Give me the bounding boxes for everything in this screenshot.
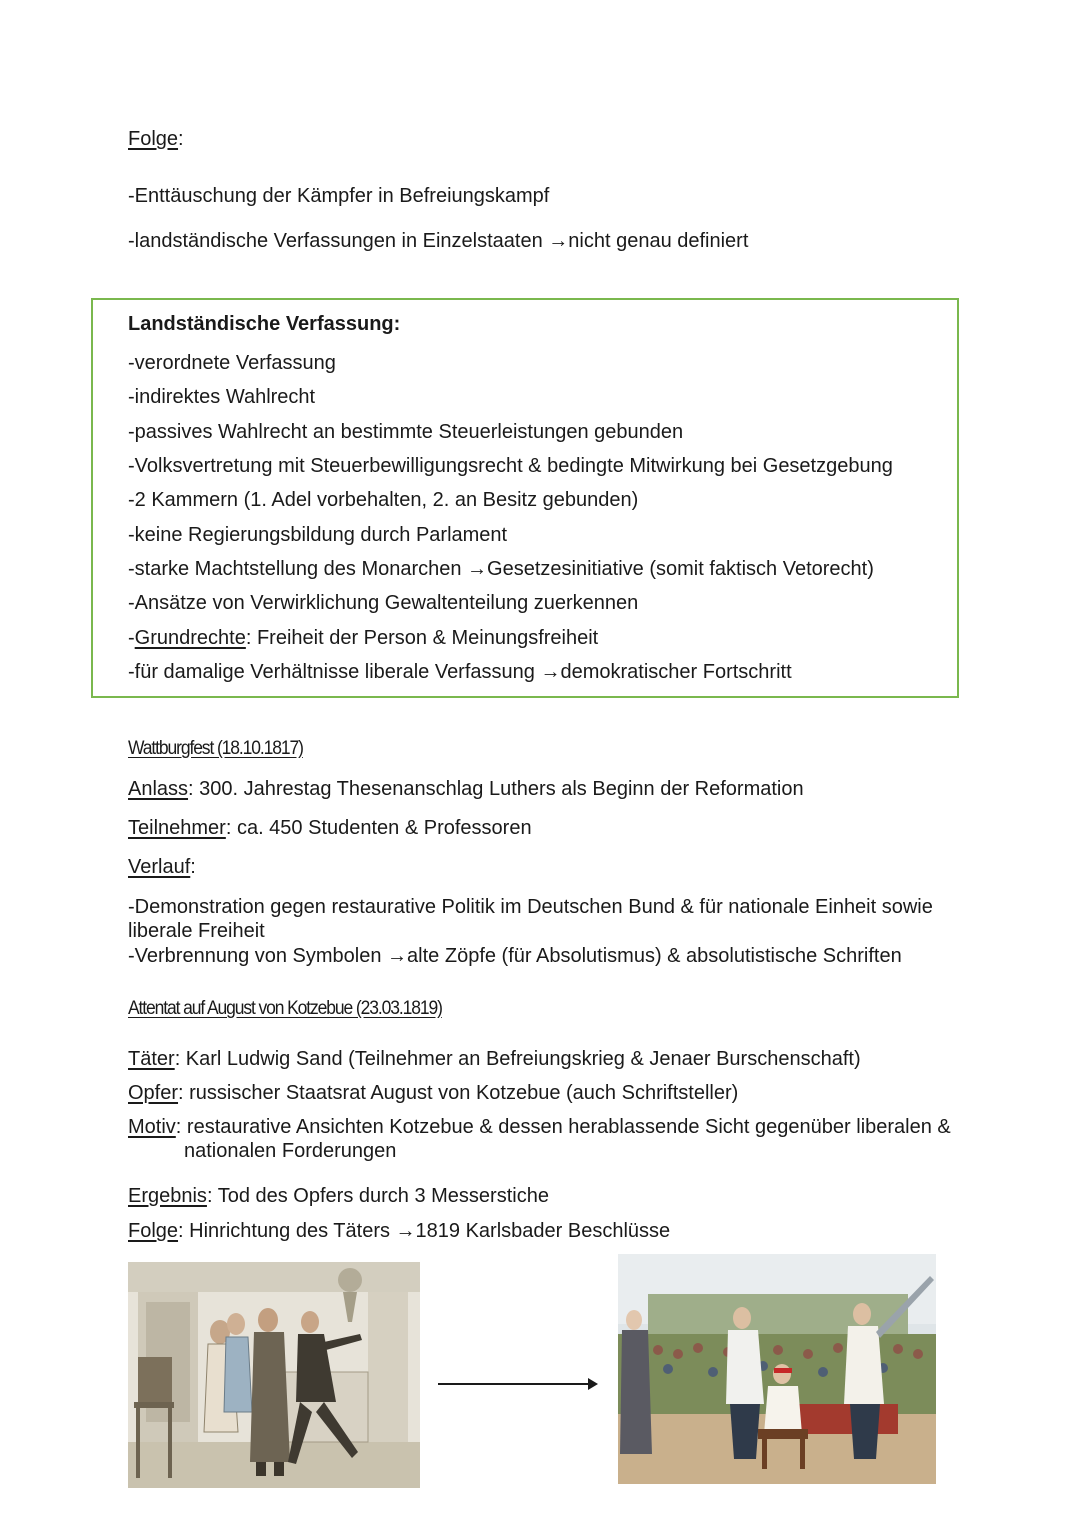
sand-execution-image: [618, 1254, 936, 1484]
anlass-label: Anlass: [128, 778, 189, 800]
verfassung-title: Landständische Verfassung:: [128, 313, 401, 335]
verlauf-text-1: -Demonstration gegen restaurative Politik im Deutschen Bund & für nationale Einheit sowie: [128, 896, 933, 918]
verfassung-item: -Volksvertretung mit Steuerbewilligungsrecht & bedingte Mitwirkung bei Gesetzgebung: [128, 455, 893, 477]
folge-result-label: Folge: [128, 1220, 179, 1242]
opfer-label: Opfer: [128, 1082, 179, 1104]
teilnehmer-label: Teilnehmer: [128, 817, 226, 839]
teilnehmer-text: : ca. 450 Studenten & Professoren: [225, 817, 532, 839]
grundrechte-label: Grundrechte: [134, 627, 246, 649]
teilnehmer-line: [128, 817, 532, 840]
verfassung-item-grundrechte: [128, 627, 598, 650]
motiv-line: [128, 1116, 951, 1139]
kotzebue-attack-image: [128, 1262, 420, 1488]
grundrechte-text: : Freiheit der Person & Meinungsfreiheit: [245, 627, 599, 649]
opfer-line: [128, 1082, 738, 1105]
verlauf-colon: :: [190, 856, 196, 878]
wartburgfest-heading: Wattburgfest (18.10.1817): [128, 738, 303, 759]
verfassung-item: -für damalige Verhältnisse liberale Verfassung →demokratischer Fortschritt: [128, 661, 792, 683]
folge-heading: Folge: [128, 128, 179, 150]
verfassung-item: -verordnete Verfassung: [128, 352, 336, 374]
kotzebue-attack-illustration: [128, 1262, 420, 1488]
arrow-connector: [436, 1374, 600, 1394]
taeter-text: : Karl Ludwig Sand (Teilnehmer an Befreiungskrieg & Jenaer Burschenschaft): [174, 1048, 861, 1070]
folge-heading-line: [128, 128, 184, 151]
right-arrow-icon: [436, 1374, 600, 1394]
folge-result-line: [128, 1220, 670, 1243]
verlauf-text-3: -Verbrennung von Symbolen →alte Zöpfe (für Absolutismus) & absolutistische Schriften: [128, 945, 902, 967]
grundrechte-dash: -: [128, 627, 135, 649]
taeter-line: [128, 1048, 861, 1071]
attentat-heading: Attentat auf August von Kotzebue (23.03.1819): [128, 998, 442, 1019]
ergebnis-text: : Tod des Opfers durch 3 Messerstiche: [206, 1185, 549, 1207]
ergebnis-line: [128, 1185, 549, 1208]
verfassung-item: -2 Kammern (1. Adel vorbehalten, 2. an Besitz gebunden): [128, 489, 639, 511]
motiv-text: : restaurative Ansichten Kotzebue & dessen herablassende Sicht gegenüber liberalen &: [175, 1116, 951, 1138]
opfer-text: : russischer Staatsrat August von Kotzebue (auch Schriftsteller): [178, 1082, 739, 1104]
ergebnis-label: Ergebnis: [128, 1185, 207, 1207]
verfassung-item: -starke Machtstellung des Monarchen →Gesetzesinitiative (somit faktisch Vetorecht): [128, 558, 874, 580]
verlauf-line: [128, 856, 196, 879]
motiv-text-cont: nationalen Forderungen: [184, 1140, 397, 1162]
verlauf-label: Verlauf: [128, 856, 191, 878]
anlass-text: : 300. Jahrestag Thesenanschlag Luthers als Beginn der Reformation: [188, 778, 804, 800]
folge-line-1: -Enttäuschung der Kämpfer in Befreiungskampf: [128, 185, 550, 207]
folge-line-2: -landständische Verfassungen in Einzelstaaten →nicht genau definiert: [128, 230, 749, 252]
folge-colon: :: [178, 128, 184, 150]
sand-execution-illustration: [618, 1254, 936, 1484]
verlauf-text-2: liberale Freiheit: [128, 920, 265, 942]
verfassung-item: -indirektes Wahlrecht: [128, 386, 316, 408]
verfassung-item: -passives Wahlrecht an bestimmte Steuerleistungen gebunden: [128, 421, 684, 443]
anlass-line: [128, 778, 804, 801]
verfassung-item: -Ansätze von Verwirklichung Gewaltenteilung zuerkennen: [128, 592, 639, 614]
folge-result-text: : Hinrichtung des Täters →1819 Karlsbader Beschlüsse: [178, 1220, 671, 1242]
verfassung-item: -keine Regierungsbildung durch Parlament: [128, 524, 508, 546]
motiv-label: Motiv: [128, 1116, 176, 1138]
taeter-label: Täter: [128, 1048, 175, 1070]
